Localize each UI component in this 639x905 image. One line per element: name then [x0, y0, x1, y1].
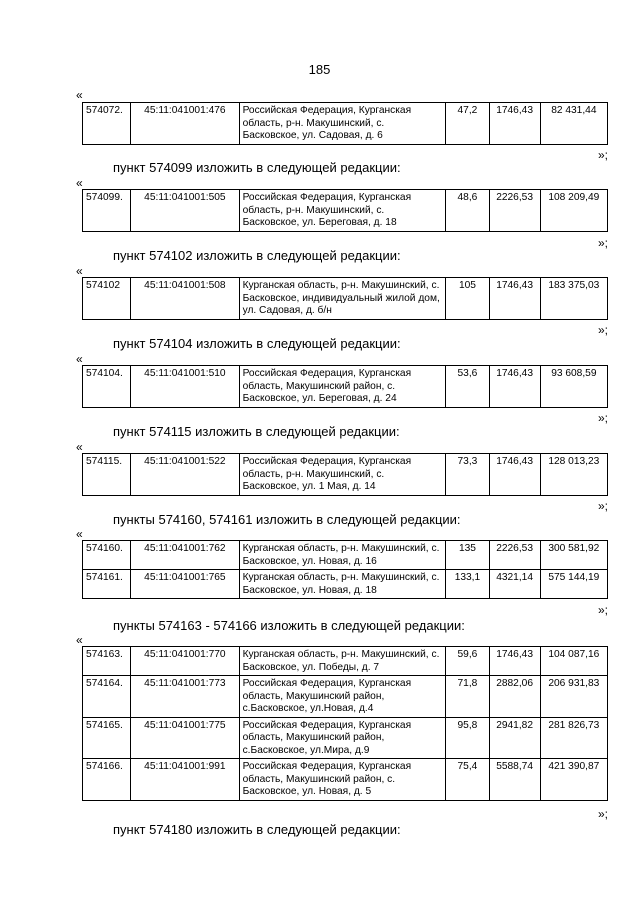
amendment-instruction: пункт 574115 изложить в следующей редакции: — [113, 424, 400, 439]
address: Курганская область, р-н. Макушинский, с. Басковское, ул. Новая, д. 18 — [239, 570, 446, 599]
entry-number: 574102 — [83, 278, 131, 320]
entry-number: 574161. — [83, 570, 131, 599]
cadastral-number: 45:11:041001:991 — [131, 759, 239, 801]
cadastral-cost: 82 431,44 — [540, 103, 607, 145]
register-table — [82, 453, 608, 496]
quote-open: « — [76, 88, 83, 102]
area: 48,6 — [446, 190, 489, 232]
cadastral-number: 45:11:041001:505 — [131, 190, 239, 232]
register-table — [82, 102, 608, 145]
amendment-instruction: пункты 574163 - 574166 изложить в следующей редакции: — [113, 618, 465, 633]
cadastral-number: 45:11:041001:773 — [131, 676, 239, 718]
register-table — [82, 277, 608, 320]
address: Курганская область, р-н. Макушинский, с. Басковское, ул. Новая, д. 16 — [239, 541, 446, 570]
area: 105 — [446, 278, 489, 320]
cadastral-number: 45:11:041001:476 — [131, 103, 239, 145]
quote-open: « — [76, 633, 83, 647]
quote-open: « — [76, 527, 83, 541]
cadastral-cost: 575 144,19 — [540, 570, 607, 599]
address: Российская Федерация, Курганская область, Макушинский район, с.Басковское, ул.Новая, д.4 — [239, 676, 446, 718]
amendment-instruction: пункт 574102 изложить в следующей редакции: — [113, 248, 401, 263]
area: 135 — [446, 541, 489, 570]
cadastral-cost: 300 581,92 — [540, 541, 607, 570]
table-row — [83, 717, 608, 759]
table-row — [83, 366, 608, 408]
address: Курганская область, р-н. Макушинский, с. Басковское, ул. Победы, д. 7 — [239, 647, 446, 676]
table-row — [83, 676, 608, 718]
table-row — [83, 541, 608, 570]
area: 47,2 — [446, 103, 489, 145]
table-row — [83, 570, 608, 599]
address: Российская Федерация, Курганская область, р-н. Макушинский, с. Басковское, ул. Садовая, д. 6 — [239, 103, 446, 145]
address: Российская Федерация, Курганская область, Макушинский район, с.Басковское, ул.Мира, д.9 — [239, 717, 446, 759]
quote-close: »; — [598, 603, 609, 617]
area: 59,6 — [446, 647, 489, 676]
table-row — [83, 190, 608, 232]
area: 75,4 — [446, 759, 489, 801]
cadastral-number: 45:11:041001:765 — [131, 570, 239, 599]
cadastral-number: 45:11:041001:770 — [131, 647, 239, 676]
amendment-instruction: пункты 574160, 574161 изложить в следующей редакции: — [113, 512, 461, 527]
quote-close: »; — [598, 323, 609, 337]
table-row — [83, 454, 608, 496]
table-row — [83, 647, 608, 676]
cadastral-number: 45:11:041001:510 — [131, 366, 239, 408]
register-table — [82, 646, 608, 801]
entry-number: 574165. — [83, 717, 131, 759]
quote-close: »; — [598, 499, 609, 513]
quote-open: « — [76, 264, 83, 278]
cadastral-number: 45:11:041001:762 — [131, 541, 239, 570]
address: Курганская область, р-н. Макушинский, с. Басковское, индивидуальный жилой дом, ул. Садовая, д. б/н — [239, 278, 446, 320]
cadastral-cost: 93 608,59 — [540, 366, 607, 408]
area: 53,6 — [446, 366, 489, 408]
address: Российская Федерация, Курганская область, Макушинский район, с. Басковское, ул. Береговая, д. 24 — [239, 366, 446, 408]
quote-close: »; — [598, 148, 609, 162]
amendment-instruction: пункт 574104 изложить в следующей редакции: — [113, 336, 401, 351]
quote-open: « — [76, 176, 83, 190]
entry-number: 574072. — [83, 103, 131, 145]
cadastral-number: 45:11:041001:508 — [131, 278, 239, 320]
entry-number: 574166. — [83, 759, 131, 801]
cadastral-cost: 128 013,23 — [540, 454, 607, 496]
page-number: 185 — [308, 62, 331, 77]
unit-value: 2226,53 — [489, 541, 540, 570]
quote-open: « — [76, 440, 83, 454]
cadastral-cost: 104 087,16 — [540, 647, 607, 676]
table-row — [83, 759, 608, 801]
quote-open: « — [76, 352, 83, 366]
address: Российская Федерация, Курганская область, р-н. Макушинский, с. Басковское, ул. 1 Мая, д. 14 — [239, 454, 446, 496]
cadastral-cost: 183 375,03 — [540, 278, 607, 320]
area: 71,8 — [446, 676, 489, 718]
area: 95,8 — [446, 717, 489, 759]
amendment-instruction: пункт 574099 изложить в следующей редакции: — [113, 160, 401, 175]
cadastral-cost: 206 931,83 — [540, 676, 607, 718]
address: Российская Федерация, Курганская область, р-н. Макушинский, с. Басковское, ул. Береговая, д. 18 — [239, 190, 446, 232]
unit-value: 1746,43 — [489, 278, 540, 320]
amendment-instruction: пункт 574180 изложить в следующей редакции: — [113, 822, 401, 837]
entry-number: 574160. — [83, 541, 131, 570]
address: Российская Федерация, Курганская область, Макушинский район, с. Басковское, ул. Новая, д. 5 — [239, 759, 446, 801]
cadastral-cost: 421 390,87 — [540, 759, 607, 801]
quote-close: »; — [598, 807, 609, 821]
register-table — [82, 540, 608, 599]
area: 73,3 — [446, 454, 489, 496]
entry-number: 574099. — [83, 190, 131, 232]
register-table — [82, 189, 608, 232]
quote-close: »; — [598, 411, 609, 425]
unit-value: 5588,74 — [489, 759, 540, 801]
table-row — [83, 103, 608, 145]
unit-value: 1746,43 — [489, 366, 540, 408]
unit-value: 2226,53 — [489, 190, 540, 232]
unit-value: 4321,14 — [489, 570, 540, 599]
register-table — [82, 365, 608, 408]
entry-number: 574164. — [83, 676, 131, 718]
entry-number: 574104. — [83, 366, 131, 408]
unit-value: 1746,43 — [489, 454, 540, 496]
unit-value: 2941,82 — [489, 717, 540, 759]
area: 133,1 — [446, 570, 489, 599]
unit-value: 2882,06 — [489, 676, 540, 718]
cadastral-cost: 108 209,49 — [540, 190, 607, 232]
cadastral-number: 45:11:041001:775 — [131, 717, 239, 759]
cadastral-cost: 281 826,73 — [540, 717, 607, 759]
cadastral-number: 45:11:041001:522 — [131, 454, 239, 496]
entry-number: 574163. — [83, 647, 131, 676]
quote-close: »; — [598, 236, 609, 250]
unit-value: 1746,43 — [489, 647, 540, 676]
table-row — [83, 278, 608, 320]
unit-value: 1746,43 — [489, 103, 540, 145]
entry-number: 574115. — [83, 454, 131, 496]
